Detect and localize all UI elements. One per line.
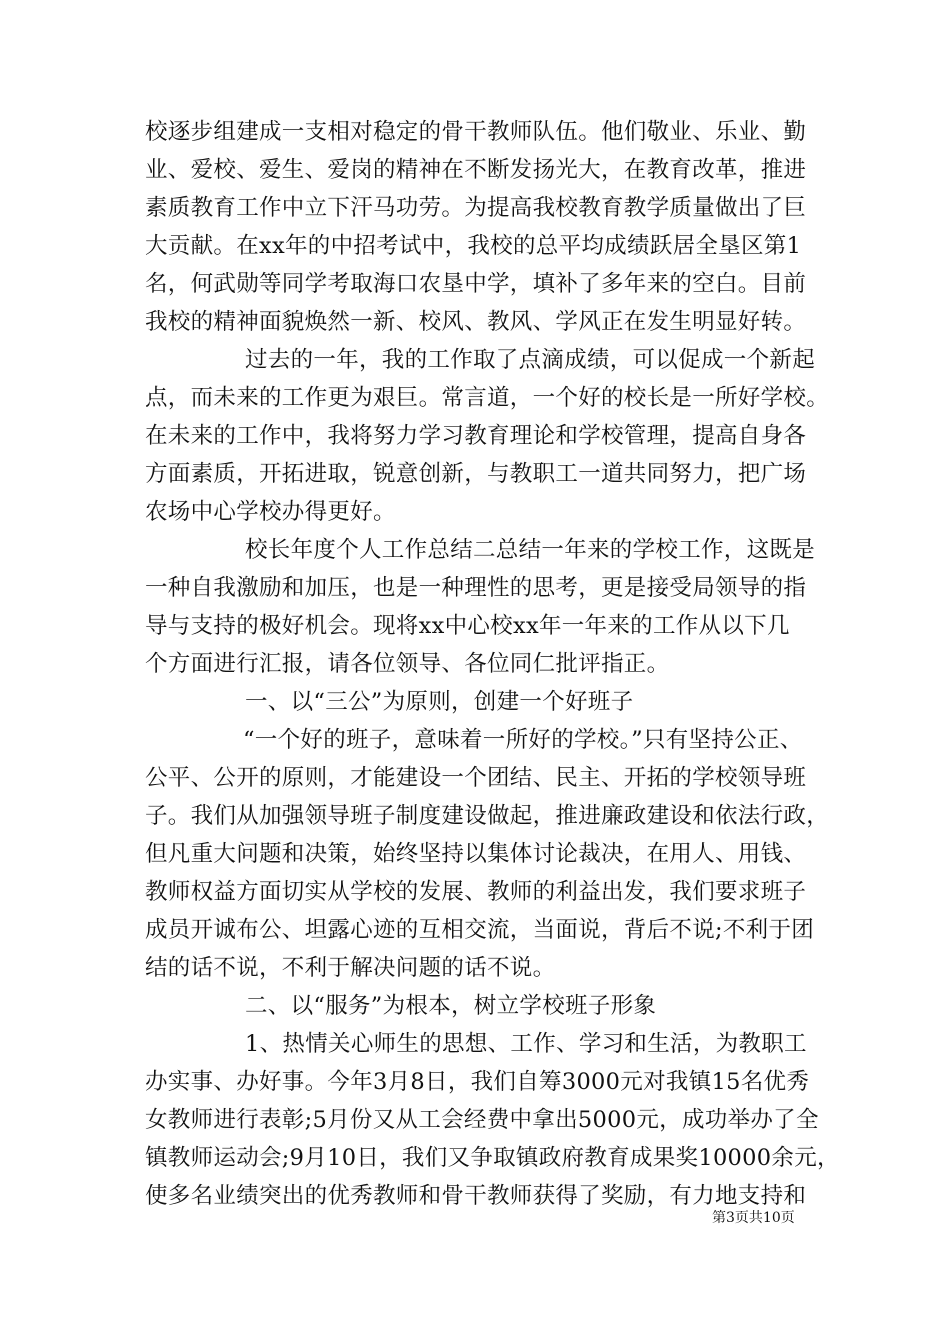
section-heading: 二、以“服务”为根本，树立学校班子形象: [245, 993, 657, 1019]
body-line: 办实事、办好事。今年3月8日，我们自筹3000元对我镇15名优秀: [145, 1069, 810, 1095]
body-line: 大贡献。在xx年的中招考试中，我校的总平均成绩跃居全垦区第1: [145, 233, 802, 259]
body-line: 点，而未来的工作更为艰巨。常言道，一个好的校长是一所好学校。: [145, 385, 830, 411]
paragraph-start-line: 校长年度个人工作总结二总结一年来的学校工作，这既是: [245, 537, 816, 563]
body-line: 素质教育工作中立下汗马功劳。为提高我校教育教学质量做出了巨: [145, 195, 807, 221]
body-line: 结的话不说，不利于解决问题的话不说。: [145, 955, 556, 981]
body-line: 子。我们从加强领导班子制度建设做起，推进廉政建设和依法行政，: [145, 803, 830, 829]
body-line: 校逐步组建成一支相对稳定的骨干教师队伍。他们敬业、乐业、勤: [145, 119, 807, 145]
body-line: 女教师进行表彰;5月份又从工会经费中拿出5000元，成功举办了全: [145, 1107, 819, 1133]
body-line: 使多名业绩突出的优秀教师和骨干教师获得了奖励，有力地支持和: [145, 1183, 807, 1209]
body-line: 一种自我激励和加压，也是一种理性的思考，更是接受局领导的指: [145, 575, 807, 601]
body-line: 业、爱校、爱生、爱岗的精神在不断发扬光大，在教育改革，推进: [145, 157, 807, 183]
section-heading: 一、以“三公”为原则，创建一个好班子: [245, 689, 634, 715]
body-line: 导与支持的极好机会。现将xx中心校xx年一年来的工作从以下几: [145, 613, 790, 639]
paragraph-start-line: 过去的一年，我的工作取了点滴成绩，可以促成一个新起: [245, 347, 816, 373]
body-line: 名，何武勋等同学考取海口农垦中学，填补了多年来的空白。目前: [145, 271, 807, 297]
body-line: 成员开诚布公、坦露心迹的互相交流，当面说，背后不说;不利于团: [145, 917, 815, 943]
body-line: 但凡重大问题和决策，始终坚持以集体讨论裁决，在用人、用钱、: [145, 841, 807, 867]
body-line: 方面素质，开拓进取，锐意创新，与教职工一道共同努力，把广场: [145, 461, 807, 487]
page-number-footer: 第3页共10页: [712, 1210, 795, 1226]
body-line: 在未来的工作中，我将努力学习教育理论和学校管理，提高自身各: [145, 423, 807, 449]
paragraph-start-line: 1、热情关心师生的思想、工作、学习和生活，为教职工: [245, 1031, 807, 1057]
body-line: 教师权益方面切实从学校的发展、教师的利益出发，我们要求班子: [145, 879, 807, 905]
body-line: 农场中心学校办得更好。: [145, 499, 396, 525]
paragraph-start-line: “一个好的班子，意味着一所好的学校。”只有坚持公正、: [243, 727, 803, 753]
body-line: 镇教师运动会;9月10日，我们又争取镇政府教育成果奖10000余元，: [145, 1145, 840, 1171]
body-line: 我校的精神面貌焕然一新、校风、教风、学风正在发生明显好转。: [145, 309, 807, 335]
body-line: 公平、公开的原则，才能建设一个团结、民主、开拓的学校领导班: [145, 765, 807, 791]
body-line: 个方面进行汇报，请各位领导、各位同仁批评指正。: [145, 651, 670, 677]
